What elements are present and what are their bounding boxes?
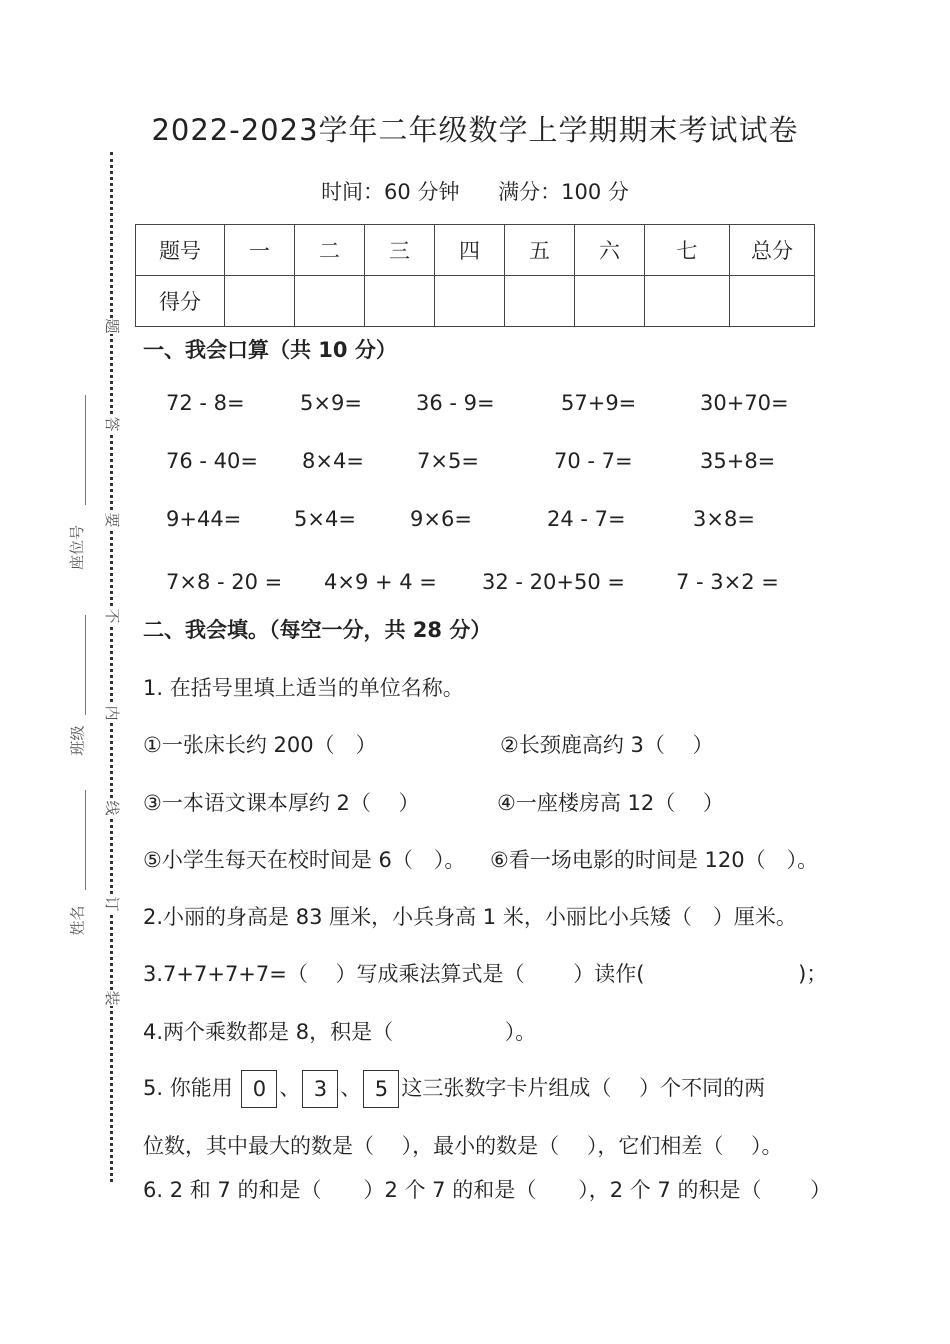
- score-table: [135, 224, 815, 327]
- name-line: [85, 790, 86, 890]
- header-cell: 二: [295, 225, 365, 276]
- time-label: 时间：60 分钟: [321, 180, 460, 204]
- problem: 7×8 - 20 =: [166, 570, 283, 594]
- question-1-item: ④一座楼房高 12（ ）: [497, 791, 724, 815]
- header-cell: 四: [435, 225, 505, 276]
- question-6: 6. 2 和 7 的和是（ ）2 个 7 的和是（ ），2 个 7 的积是（ ）: [143, 1178, 832, 1202]
- problem: 30+70=: [700, 391, 789, 415]
- problem: 8×4=: [302, 449, 364, 473]
- full-score-label: 满分：100 分: [498, 180, 629, 204]
- header-cell: 七: [645, 225, 730, 276]
- header-cell: 五: [505, 225, 575, 276]
- problem: 3×8=: [693, 507, 755, 531]
- score-cell[interactable]: [730, 276, 815, 327]
- section-1-heading: 一、我会口算（共 10 分）: [143, 338, 397, 362]
- problem: 76 - 40=: [166, 449, 258, 473]
- name-label: 姓名: [68, 905, 87, 936]
- question-3: 3.7+7+7+7=（ ）写成乘法算式是（ ）读作( )；: [143, 962, 828, 986]
- margin-char: 订: [103, 896, 121, 912]
- question-1-item: ③一本语文课本厚约 2（ ）: [143, 791, 420, 815]
- problem: 24 - 7=: [547, 507, 626, 531]
- digit-card: 0: [241, 1070, 277, 1108]
- problem: 5×4=: [294, 507, 356, 531]
- score-cell[interactable]: [295, 276, 365, 327]
- question-4: 4.两个乘数都是 8，积是（ ）。: [143, 1020, 537, 1044]
- header-cell: 总分: [730, 225, 815, 276]
- score-cell[interactable]: [505, 276, 575, 327]
- score-cell[interactable]: [575, 276, 645, 327]
- problem: 7 - 3×2 =: [676, 570, 779, 594]
- question-1-item: ②长颈鹿高约 3（ ）: [500, 733, 714, 757]
- score-table-header-row: [136, 225, 815, 276]
- class-label: 班级: [68, 725, 87, 756]
- question-5-suffix: 这三张数字卡片组成（ ）个不同的两: [401, 1076, 766, 1100]
- separator: 、: [279, 1076, 301, 1100]
- problem: 7×5=: [417, 449, 479, 473]
- digit-card: 3: [302, 1070, 338, 1108]
- question-1-item: ⑤小学生每天在校时间是 6（ ）。: [143, 848, 466, 872]
- problem: 9×6=: [410, 507, 472, 531]
- score-table-score-row: [136, 276, 815, 327]
- problem: 36 - 9=: [416, 391, 495, 415]
- seat-number-label: 座位号: [68, 524, 87, 571]
- margin-char: 题: [103, 318, 121, 334]
- problem: 9+44=: [166, 507, 242, 531]
- problem: 57+9=: [561, 391, 637, 415]
- header-cell: 一: [225, 225, 295, 276]
- problem: 70 - 7=: [554, 449, 633, 473]
- margin-char: 内: [103, 705, 121, 721]
- separator: 、: [340, 1076, 362, 1100]
- header-cell: 六: [575, 225, 645, 276]
- seat-number-line: [85, 395, 86, 505]
- problem: 4×9 + 4 =: [324, 570, 437, 594]
- header-cell: 题号: [136, 225, 225, 276]
- score-cell[interactable]: [645, 276, 730, 327]
- problem: 72 - 8=: [166, 391, 245, 415]
- question-1-item: ⑥看一场电影的时间是 120（ ）。: [490, 848, 819, 872]
- header-cell: 三: [365, 225, 435, 276]
- question-1: 1. 在括号里填上适当的单位名称。: [143, 676, 464, 700]
- class-line: [85, 615, 86, 715]
- margin-char: 装: [103, 990, 121, 1006]
- problem: 5×9=: [300, 391, 362, 415]
- problem: 32 - 20+50 =: [482, 570, 625, 594]
- margin-char: 线: [103, 800, 121, 816]
- score-cell[interactable]: [225, 276, 295, 327]
- score-cell[interactable]: [365, 276, 435, 327]
- question-1-item: ①一张床长约 200（ ）: [143, 733, 377, 757]
- question-5: [143, 1070, 765, 1108]
- margin-char: 要: [103, 512, 121, 528]
- margin-char: 答: [103, 416, 121, 432]
- page-title: 2022-2023学年二年级数学上学期期末考试试卷: [151, 113, 799, 147]
- binding-dotted-line: [110, 152, 113, 1182]
- exam-info: [0, 176, 950, 206]
- margin-char: 不: [103, 608, 121, 624]
- question-5-prefix: 5. 你能用: [143, 1076, 233, 1100]
- question-5-line-2: 位数，其中最大的数是（ ），最小的数是（ ），它们相差（ ）。: [143, 1134, 783, 1158]
- problem: 35+8=: [700, 449, 776, 473]
- digit-card: 5: [363, 1070, 399, 1108]
- question-2: 2.小丽的身高是 83 厘米，小兵身高 1 米，小丽比小兵矮（ ）厘米。: [143, 905, 797, 929]
- score-cell[interactable]: [435, 276, 505, 327]
- section-2-heading: 二、我会填。（每空一分，共 28 分）: [143, 618, 492, 642]
- row-label-cell: 得分: [136, 276, 225, 327]
